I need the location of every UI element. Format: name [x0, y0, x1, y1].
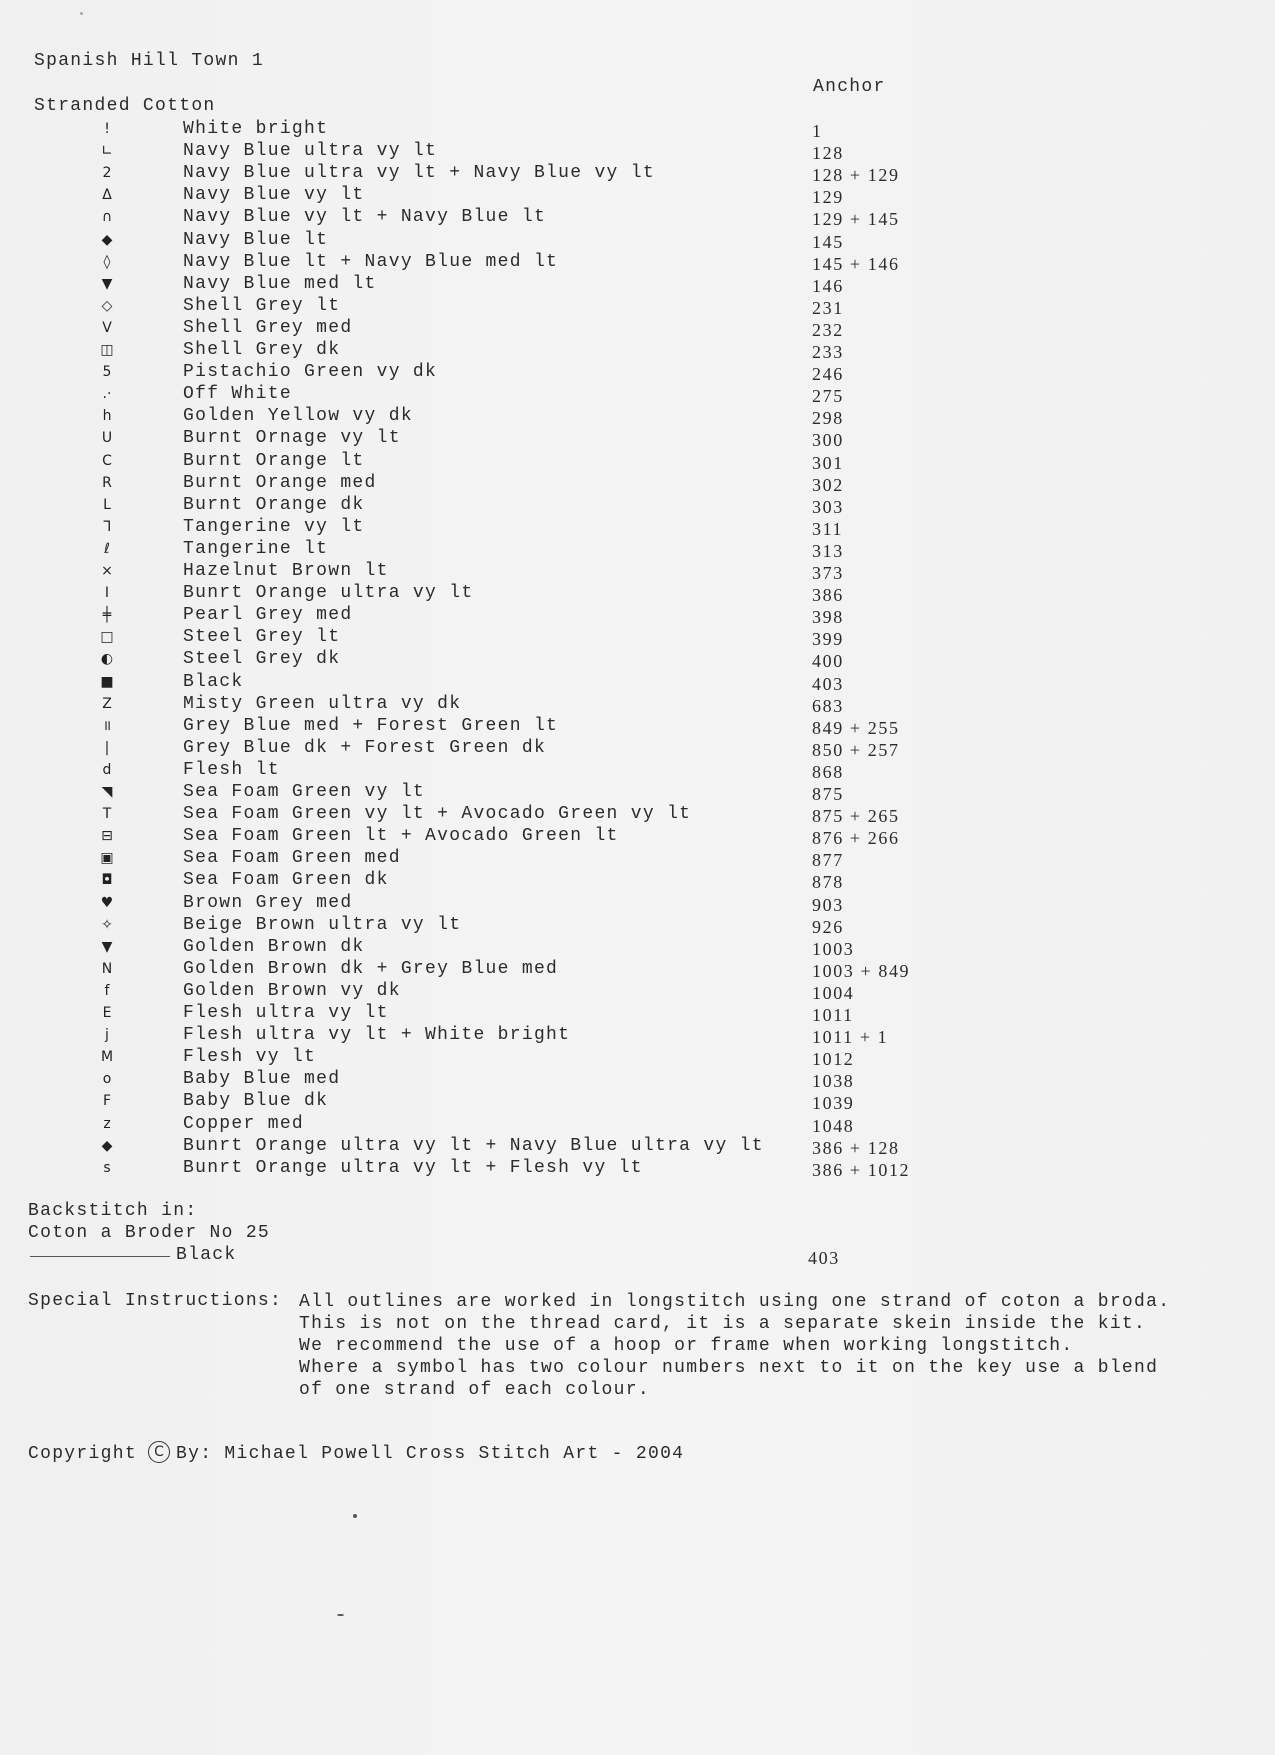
stitch-symbol-icon: U [101, 430, 113, 447]
stitch-symbol-icon: □ [100, 629, 114, 646]
anchor-number: 876 + 266 [812, 828, 900, 849]
color-name: Beige Brown ultra vy lt [183, 914, 462, 935]
anchor-number: 129 + 145 [812, 209, 900, 230]
stitch-symbol-icon: L [103, 496, 111, 513]
color-name: Golden Brown dk [183, 936, 365, 957]
stitch-symbol-icon: o [102, 1071, 112, 1088]
anchor-number: 145 + 146 [812, 253, 900, 274]
key-row [0, 737, 1275, 759]
key-row [0, 206, 1275, 228]
color-name: Burnt Orange dk [183, 494, 365, 515]
key-row [0, 958, 1275, 980]
key-row [0, 604, 1275, 626]
color-name: Navy Blue ultra vy lt + Navy Blue vy lt [183, 163, 655, 184]
key-row [0, 229, 1275, 251]
key-row [0, 1068, 1275, 1090]
key-row [0, 405, 1275, 427]
color-name: Sea Foam Green med [183, 848, 401, 869]
anchor-number: 313 [812, 540, 844, 561]
anchor-number: 302 [812, 474, 844, 495]
paper-speck [337, 1614, 344, 1616]
stitch-symbol-icon: ∟ [101, 143, 113, 160]
anchor-number: 1012 [812, 1049, 855, 1070]
anchor-number: 275 [812, 386, 844, 407]
anchor-number: 128 + 129 [812, 165, 900, 186]
color-name: Shell Grey lt [183, 295, 341, 316]
anchor-number: 246 [812, 364, 844, 385]
key-row [0, 847, 1275, 869]
anchor-number: 146 [812, 275, 844, 296]
stitch-symbol-icon: .· [102, 386, 112, 403]
key-row [0, 273, 1275, 295]
color-name: Golden Yellow vy dk [183, 406, 413, 427]
key-row [0, 472, 1275, 494]
stitch-symbol-icon: ■ [100, 673, 114, 690]
anchor-number: 903 [812, 894, 844, 915]
backstitch-heading: Backstitch in: [28, 1201, 198, 1221]
stitch-symbol-icon: I [104, 585, 110, 602]
key-row [0, 251, 1275, 273]
anchor-number: 850 + 257 [812, 739, 900, 760]
anchor-number: 1048 [812, 1115, 855, 1136]
stitch-symbol-icon: ◊ [103, 253, 111, 270]
stitch-symbol-icon: ◐ [100, 651, 114, 668]
color-name: Black [183, 671, 244, 692]
anchor-column-header: Anchor [813, 77, 886, 97]
anchor-number: 875 [812, 784, 844, 804]
stitch-symbol-icon: f [104, 982, 110, 999]
color-name: Golden Brown dk + Grey Blue med [183, 958, 559, 979]
key-row [0, 1090, 1275, 1112]
color-name: Burnt Ornage vy lt [183, 428, 401, 449]
color-name: Hazelnut Brown lt [183, 561, 389, 581]
key-row [0, 648, 1275, 670]
stitch-symbol-icon: V [102, 319, 112, 336]
color-name: Navy Blue med lt [183, 273, 377, 294]
key-row [0, 295, 1275, 317]
stitch-symbol-icon: Z [102, 695, 112, 712]
stitch-symbol-icon: ╪ [102, 607, 112, 624]
key-row [0, 671, 1275, 693]
color-name: Sea Foam Green lt + Avocado Green lt [183, 826, 619, 847]
key-row [0, 427, 1275, 449]
anchor-number: 300 [812, 430, 844, 451]
stitch-symbol-icon: ॥ [102, 717, 112, 734]
stitch-symbol-icon: ℓ [104, 540, 110, 557]
stitch-symbol-icon: M [100, 1049, 114, 1066]
color-name: Burnt Orange lt [183, 450, 365, 471]
key-row [0, 184, 1275, 206]
color-name: Shell Grey dk [183, 340, 341, 360]
stranded-cotton-heading: Stranded Cotton [34, 96, 216, 116]
key-row [0, 1113, 1275, 1135]
key-row [0, 980, 1275, 1002]
copyright-icon: C [148, 1441, 170, 1463]
stitch-symbol-icon: ▼ [101, 938, 113, 955]
stitch-symbol-icon: ◫ [100, 342, 114, 358]
paper-speck [353, 1514, 357, 1518]
stitch-symbol-icon: ◘ [101, 872, 113, 889]
anchor-number: 386 [812, 585, 844, 606]
color-name: Baby Blue med [183, 1069, 341, 1090]
stitch-symbol-icon: h [102, 408, 112, 425]
key-row [0, 1157, 1275, 1179]
stitch-symbol-icon: ⊟ [101, 828, 113, 845]
key-row [0, 560, 1275, 582]
key-row [0, 869, 1275, 891]
key-row [0, 494, 1275, 516]
anchor-number: 877 [812, 850, 844, 871]
color-name: White bright [183, 119, 329, 139]
paper-speck [80, 12, 83, 15]
key-row [0, 1046, 1275, 1068]
stitch-symbol-icon: ♥ [100, 894, 114, 911]
stitch-symbol-icon: T [102, 806, 112, 823]
color-name: Grey Blue dk + Forest Green dk [183, 737, 547, 758]
anchor-number: 386 + 1012 [812, 1159, 911, 1180]
stitch-symbol-icon: z [103, 1115, 111, 1132]
stitch-symbol-icon: ▣ [100, 850, 114, 867]
key-row [0, 538, 1275, 560]
anchor-number: 875 + 265 [812, 806, 900, 827]
color-name: Bunrt Orange ultra vy lt + Navy Blue ultra vy lt [183, 1135, 764, 1156]
stitch-symbol-icon: Δ [102, 187, 112, 204]
anchor-number: 1039 [812, 1093, 855, 1114]
color-name: Misty Green ultra vy dk [183, 693, 462, 714]
instruction-line: This is not on the thread card, it is a separate skein inside the kit. [299, 1314, 1147, 1334]
key-row [0, 825, 1275, 847]
stitch-symbol-icon: 5 [102, 364, 112, 381]
color-name: Steel Grey dk [183, 649, 341, 670]
stitch-symbol-icon: ◥ [101, 784, 113, 800]
key-row [0, 1135, 1275, 1157]
anchor-number: 1011 [812, 1005, 854, 1025]
color-name: Navy Blue ultra vy lt [183, 141, 438, 162]
stitch-symbol-icon: 2 [102, 165, 112, 182]
copyright-label: Copyright [28, 1444, 137, 1464]
anchor-number: 298 [812, 408, 844, 429]
backstitch-color-name: Black [176, 1245, 237, 1265]
key-row [0, 936, 1275, 958]
anchor-number: 1003 [812, 938, 855, 959]
key-row [0, 317, 1275, 339]
color-name: Sea Foam Green dk [183, 870, 389, 891]
anchor-number: 373 [812, 563, 844, 583]
key-row [0, 781, 1275, 803]
anchor-number: 311 [812, 518, 844, 539]
color-name: Bunrt Orange ultra vy lt [183, 583, 474, 604]
stitch-symbol-icon: j [105, 1027, 109, 1044]
anchor-number: 398 [812, 607, 844, 628]
backstitch-thread: Coton a Broder No 25 [28, 1223, 271, 1243]
key-row [0, 626, 1275, 648]
instruction-line: of one strand of each colour. [299, 1380, 650, 1400]
anchor-number: 386 + 128 [812, 1137, 900, 1158]
stitch-symbol-icon: ∩ [101, 209, 113, 226]
color-name: Pearl Grey med [183, 605, 353, 626]
key-row [0, 582, 1275, 604]
color-name: Tangerine vy lt [183, 516, 365, 537]
color-name: Brown Grey med [183, 892, 353, 913]
key-row [0, 914, 1275, 936]
anchor-number: 926 [812, 916, 844, 937]
stitch-symbol-icon: E [102, 1005, 112, 1021]
anchor-number: 233 [812, 342, 844, 362]
stitch-symbol-icon: d [102, 761, 112, 778]
color-name: Pistachio Green vy dk [183, 362, 438, 383]
color-name: Grey Blue med + Forest Green lt [183, 715, 559, 736]
key-row [0, 1024, 1275, 1046]
anchor-number: 1 [812, 121, 823, 141]
key-row [0, 162, 1275, 184]
key-row [0, 450, 1275, 472]
key-row [0, 715, 1275, 737]
key-row [0, 1002, 1275, 1024]
copyright-author: By: Michael Powell Cross Stitch Art - 2004 [176, 1444, 685, 1464]
color-name: Golden Brown vy dk [183, 980, 401, 1001]
color-name: Flesh vy lt [183, 1047, 317, 1068]
anchor-number: 145 [812, 231, 844, 252]
stitch-symbol-icon: ✧ [101, 916, 113, 933]
stitch-symbol-icon: F [102, 1093, 112, 1110]
stitch-symbol-icon: ◆ [101, 1137, 113, 1154]
stitch-symbol-icon: ◇ [101, 297, 113, 314]
backstitch-anchor-number: 403 [808, 1248, 840, 1268]
key-row [0, 383, 1275, 405]
color-name: Tangerine lt [183, 538, 329, 559]
special-instructions-label: Special Instructions: [28, 1291, 283, 1311]
color-name: Flesh ultra vy lt [183, 1003, 389, 1023]
anchor-number: 849 + 255 [812, 717, 900, 738]
anchor-number: 231 [812, 297, 844, 318]
color-name: Flesh lt [183, 759, 280, 780]
anchor-number: 399 [812, 629, 844, 650]
key-row [0, 892, 1275, 914]
stitch-symbol-icon: ▼ [101, 275, 113, 292]
stitch-symbol-icon: | [104, 739, 110, 756]
anchor-number: 403 [812, 673, 844, 694]
stitch-symbol-icon: s [103, 1159, 111, 1176]
key-row [0, 361, 1275, 383]
key-row [0, 516, 1275, 538]
anchor-number: 128 [812, 143, 844, 164]
anchor-number: 129 [812, 187, 844, 208]
key-row [0, 118, 1275, 140]
instruction-line: Where a symbol has two colour numbers next to it on the key use a blend [299, 1358, 1159, 1378]
backstitch-line-sample [30, 1256, 170, 1257]
stitch-symbol-icon: × [101, 563, 113, 579]
anchor-number: 1038 [812, 1071, 855, 1092]
anchor-number: 301 [812, 452, 844, 473]
stitch-symbol-icon: C [102, 452, 112, 469]
anchor-number: 303 [812, 496, 844, 517]
stitch-symbol-icon: N [101, 960, 113, 977]
instruction-line: We recommend the use of a hoop or frame when working longstitch. [299, 1336, 1074, 1356]
stitch-symbol-icon: ◆ [101, 231, 113, 248]
color-name: Steel Grey lt [183, 627, 341, 648]
stitch-symbol-icon: R [102, 474, 112, 491]
anchor-number: 232 [812, 319, 844, 340]
key-row [0, 339, 1275, 361]
anchor-number: 868 [812, 761, 844, 782]
color-name: Baby Blue dk [183, 1091, 329, 1112]
color-name: Off White [183, 384, 292, 405]
key-row [0, 140, 1275, 162]
color-name: Bunrt Orange ultra vy lt + Flesh vy lt [183, 1157, 643, 1178]
color-name: Sea Foam Green vy lt + Avocado Green vy lt [183, 804, 692, 825]
color-name: Sea Foam Green vy lt [183, 782, 426, 802]
stitch-symbol-icon: ! [104, 121, 110, 137]
anchor-number: 400 [812, 651, 844, 672]
anchor-number: 683 [812, 695, 844, 716]
anchor-number: 1004 [812, 982, 855, 1003]
color-name: Shell Grey med [183, 317, 353, 338]
anchor-number: 1003 + 849 [812, 960, 911, 981]
key-row [0, 693, 1275, 715]
anchor-number: 1011 + 1 [812, 1027, 889, 1048]
color-name: Copper med [183, 1113, 305, 1134]
color-name: Navy Blue vy lt [183, 185, 365, 206]
anchor-number: 878 [812, 872, 844, 893]
document-title: Spanish Hill Town 1 [34, 51, 264, 71]
key-row [0, 759, 1275, 781]
key-row [0, 803, 1275, 825]
color-name: Navy Blue lt [183, 229, 329, 250]
color-name: Flesh ultra vy lt + White bright [183, 1025, 571, 1046]
color-name: Burnt Orange med [183, 472, 377, 493]
instruction-line: All outlines are worked in longstitch using one strand of coton a broda. [299, 1292, 1171, 1312]
color-name: Navy Blue lt + Navy Blue med lt [183, 251, 559, 272]
color-name: Navy Blue vy lt + Navy Blue lt [183, 207, 547, 228]
stitch-symbol-icon: ᒣ [102, 518, 112, 535]
